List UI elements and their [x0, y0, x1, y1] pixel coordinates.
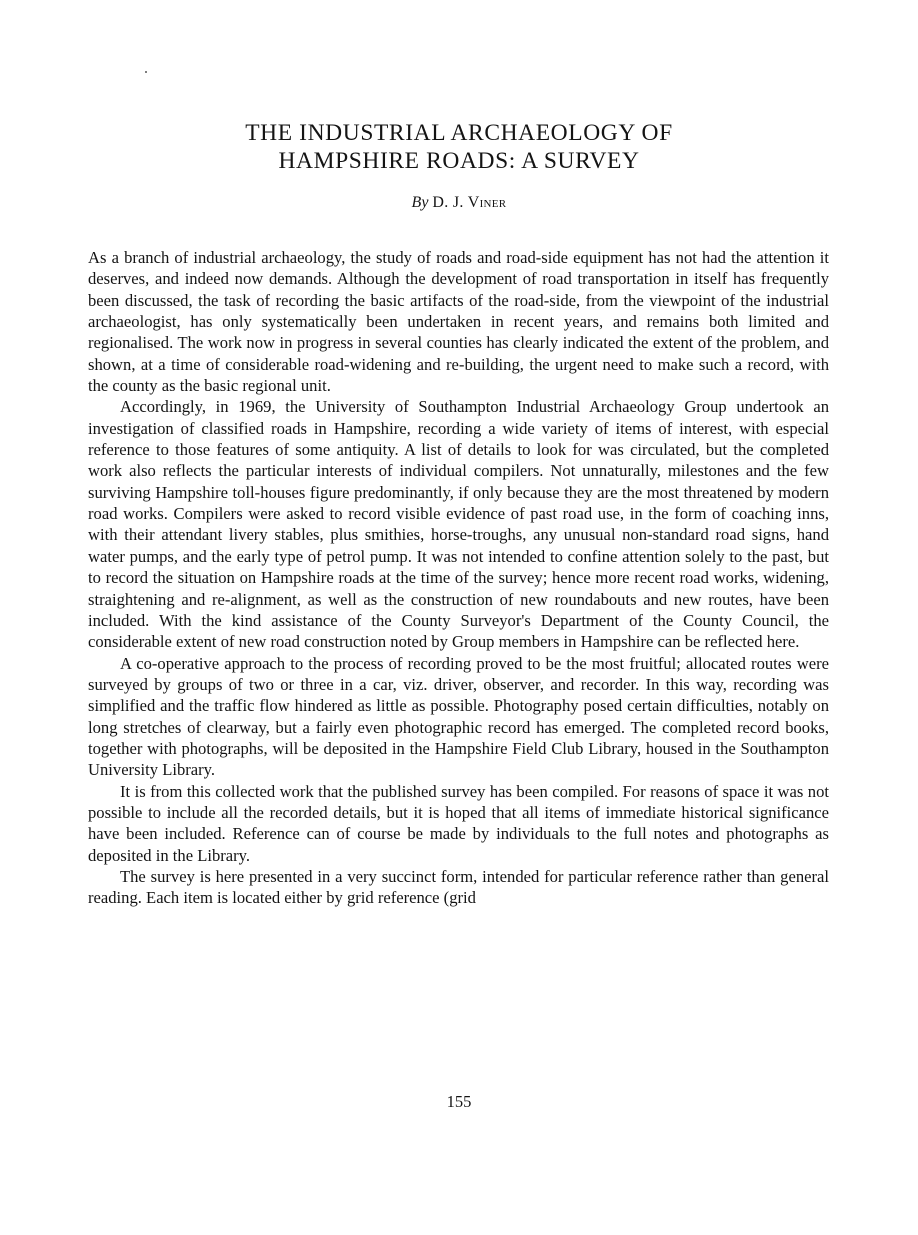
page-number: 155	[446, 1092, 472, 1111]
paragraph-5: The survey is here presented in a very succinct form, intended for particular reference rather than general reading. Each item is located either by grid reference (grid	[88, 866, 829, 908]
article-title-line-1: THE INDUSTRIAL ARCHAEOLOGY OF	[245, 120, 673, 146]
article-byline	[90, 194, 828, 212]
paragraph-4: It is from this collected work that the published survey has been compiled. For reasons of space it was not possible to include all the recorded details, but it is hoped that all items of immediate historical significance have been included. Reference can of course be made by individuals to the full notes and photographs as deposited in the Library.	[88, 781, 829, 865]
byline-prefix: By	[411, 194, 429, 211]
scan-speck	[145, 71, 147, 73]
article-body	[88, 247, 829, 909]
paragraph-2: Accordingly, in 1969, the University of Southampton Industrial Archaeology Group undertook an investigation of classified roads in Hampshire, recording a wide variety of items of interest, with especial reference to those features of some antiquity. A list of details to look for was circulated, but the completed work also reflects the particular interests of individual compilers. Not unnaturally, milestones and the few surviving Hampshire toll-houses figure predominantly, if only because they are the most threatened by modern road works. Compilers were asked to record visible evidence of past road use, in the form of coaching inns, with their attendant livery stables, plus smithies, horse-troughs, any unusual non-standard road signs, hand water pumps, and the early type of petrol pump. It was not intended to confine attention solely to the past, but to record the situation on Hampshire roads at the time of the survey; hence more recent road works, widening, straightening and re-alignment, as well as the construction of new roundabouts and new routes, have been included. With the kind assistance of the County Surveyor's Department of the County Council, the considerable extent of new road construction noted by Group members in Hampshire can be reflected here.	[88, 397, 829, 652]
article-title-line-2: HAMPSHIRE ROADS: A SURVEY	[278, 148, 640, 174]
author-name: D. J. Viner	[432, 194, 507, 211]
paragraph-1: As a branch of industrial archaeology, the study of roads and road-side equipment has not had the attention it deserves, and indeed now demands. Although the development of road transportation in itself has frequently been discussed, the task of recording the basic artifacts of the road-side, from the viewpoint of the industrial archaeologist, has only systematically been undertaken in recent years, and remains both limited and regionalised. The work now in progress in several counties has clearly indicated the extent of the problem, and shown, at a time of considerable road-widening and re-building, the urgent need to make such a record, with the county as the basic regional unit.	[88, 248, 829, 396]
paragraph-3: A co-operative approach to the process of recording proved to be the most fruitful; allocated routes were surveyed by groups of two or three in a car, viz. driver, observer, and recorder. In this way, recording was simplified and the traffic flow hindered as little as possible. Photography posed certain difficulties, notably on long stretches of clearway, but a fairly even photographic record has emerged. The completed record books, together with photographs, will be deposited in the Hampshire Field Club Library, housed in the Southampton University Library.	[88, 653, 829, 780]
